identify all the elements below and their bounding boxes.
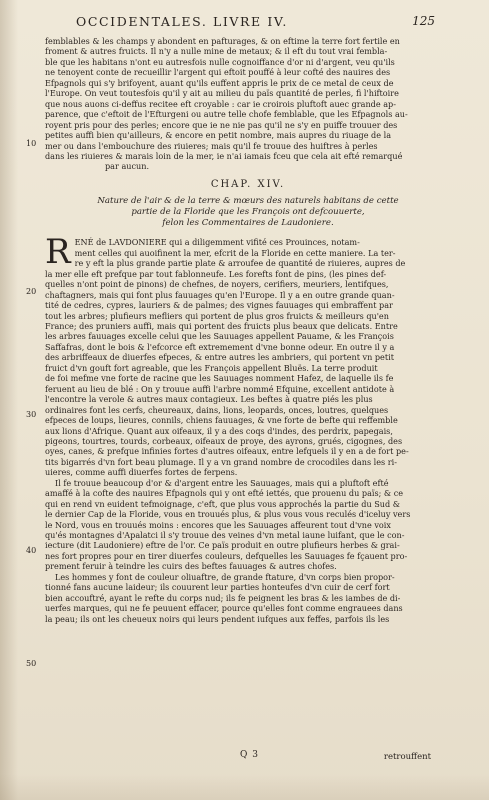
text-line: ordinaires font les cerfs, cheureaux, dains, lions, leopards, onces, loutres, quelques: [45, 404, 389, 415]
text-line: ENÉ de LAVDONIERE qui a diligemment vifité ces Prouinces, notam-: [74, 237, 360, 248]
chapter-title: [45, 196, 451, 229]
text-line: l'Europe. On veut toutesfois qu'il y ait au milieu du païs quantité de perles, fi l'hiftoire: [45, 88, 399, 99]
text-line: que nous auons ci-deffus recitee eft croyable : car ie croirois pluftoft auec grande ap-: [45, 98, 396, 109]
text-line: petites auffi bien qu'ailleurs, & encore en petit nombre, mais aupres du riuage de la: [45, 130, 392, 141]
margin-line-number: 10: [26, 139, 37, 148]
margin-line-number: 50: [26, 659, 37, 668]
chapter-title-line: felon les Commentaires de Laudoniere.: [162, 218, 334, 229]
text-line: bien accouftré, ayant le refte du corps nud; ils fe peignent les bras & les iambes de di-: [45, 592, 401, 603]
page-header: [76, 14, 435, 30]
text-line: amaffé à la cofte des nauires Efpagnols qui y ont efté iettés, que prouenu du païs; & ce: [45, 488, 404, 499]
page-number: 125: [412, 14, 435, 28]
margin-line-number: 30: [26, 410, 37, 419]
text-line: les arbres fauuages excelle celui que les Sauuages appellent Pauame, & les François: [45, 331, 394, 342]
text-line: ne tenoyent conte de recueillir l'argent qui eftoit pouffé à leur cofté des nauires des: [45, 67, 391, 78]
text-line: feruent au lieu de blé : On y trouue auffi l'arbre nommé Efquine, excellent antidote à: [45, 383, 395, 394]
main-text: [45, 36, 451, 624]
text-line: parence, que c'eftoit de l'Efturgeni ou autre telle chofe femblable, que les Efpagnols au-: [45, 109, 408, 120]
page-bottom-shade: [0, 774, 489, 800]
text-line: efpeces de loups, lieures, connils, chiens fauuages, & vne forte de befte qui reffemble: [45, 415, 398, 426]
text-line: la mer elle eft prefque par tout fablonneufe. Les forefts font de pins, (les pines def-: [45, 268, 387, 279]
text-line: quelles n'ont point de pinons) de chefnes, de noyers, cerifiers, meuriers, lentifques,: [45, 279, 389, 290]
text-line: dans les riuieres & marais loin de la mer, ie n'ai iamais fceu que cela ait efté remarqué: [45, 150, 403, 161]
text-line: des arbriffeaux de diuerfes efpeces, & entre autres les ambriers, qui portent vn petit: [45, 352, 394, 363]
text-line: royent pris pour des perles; encore que ie ne nie pas qu'il ne s'y en puiffe trouuer des: [45, 119, 398, 130]
text-line: l'encontre la verole & autres maux contagieux. Les beftes à quatre piés les plus: [45, 394, 373, 405]
chapter-title-line: partie de la Floride que les François ont defcouuerte,: [131, 207, 365, 218]
text-line: ment celles qui auoifinent la mer, efcrit de la Floride en cette maniere. La ter-: [74, 247, 396, 258]
text-line: le dernier Cap de la Floride, vous en trouués plus, & plus vous vous reculés d'iceluy vers: [45, 509, 411, 520]
signature-mark: Q 3: [240, 750, 259, 760]
drop-cap-initial: R: [45, 232, 71, 273]
chapter-title-line: Nature de l'air & de la terre & mœurs des naturels habitans de cette: [97, 196, 399, 207]
chapter-heading: CHAP. XIV.: [210, 178, 286, 190]
text-line: Il fe trouue beaucoup d'or & d'argent entre les Sauuages, mais qui a pluftoft efté: [55, 477, 389, 488]
text-line: nes fort propres pour en tirer diuerfes couleurs, defquelles les Sauuages fe fçauent pro-: [45, 550, 408, 561]
text-line: le Nord, vous en trouués moins : encores que les Sauuages affeurent tout d'vne voix: [45, 519, 391, 530]
text-line: uieres, comme auffi diuerfes fortes de ferpens.: [45, 467, 238, 478]
text-line: tionné fans aucune laideur; ils couurent leur parties honteufes d'vn cuir de cerf fort: [45, 582, 390, 593]
text-line: chaftagners, mais qui font plus fauuages qu'en l'Europe. Il y a en outre grande quan-: [45, 289, 395, 300]
text-line: qui en rend vn euident tefmoignage, c'eft, que plus vous approchés la partie du Sud &: [45, 498, 400, 509]
margin-line-number: 20: [26, 287, 37, 296]
text-line: tits bigarrés d'vn fort beau plumage. Il y a vn grand nombre de crocodiles dans les ri-: [45, 456, 397, 467]
page-gutter-shadow: [0, 0, 18, 800]
text-line: la peau; ils ont les cheueux noirs qui leurs pendent iufques aux feffes, parfois ils les: [45, 613, 390, 624]
text-line: qu'és montagnes d'Apalatci il s'y trouue des veines d'vn metal iaune luifant, que le con-: [45, 530, 405, 541]
text-line: prement feruir à teindre les cuirs des beftes fauuages & autres chofes.: [45, 561, 337, 572]
text-line: tité de cedres, cypres, lauriers & de palmes; des vignes fauuages qui embraffent par: [45, 300, 393, 311]
text-line: par aucun.: [105, 161, 150, 172]
text-line: fruict d'vn gouft fort agreable, que les François appellent Bluës. La terre produit: [45, 362, 378, 373]
text-line: froment & autres fruicts. Il n'y a nulle mine de metaux; & il eft du tout vrai fembla-: [45, 46, 388, 57]
chapter-body: [45, 232, 451, 624]
text-line: de foi mefme vne forte de racine que les Sauuages nomment Hafez, de laquelle ils fe: [45, 373, 394, 384]
closing-paragraph: [45, 36, 451, 172]
text-line: iecture (dit Laudoniere) eftre de l'or. Ce païs produit en outre plufieurs herbes & grai-: [45, 540, 400, 551]
catchword: retrouffent: [383, 752, 431, 762]
text-line: tout les arbres; plufieurs mefliers qui portent de plus gros fruicts & meilleurs qu'en: [45, 310, 389, 321]
text-line: aux lions d'Afrique. Quant aux oifeaux, il y a des coqs d'indes, des perdrix, papegais,: [45, 425, 393, 436]
text-line: uerfes marques, qui ne fe peuuent effacer, pource qu'elles font comme engrauees dans: [45, 603, 403, 614]
text-line: re y eft la plus grande partie plate & arroufee de quantité de riuieres, aupres de: [74, 258, 406, 269]
text-line: mer ou dans l'embouchure des riuieres; mais qu'il fe trouue des huiftres à perles: [45, 140, 378, 151]
text-line: Efpagnols qui s'y brifoyent, auant qu'ils euffent appris le prix de ce metal de ceux de: [45, 77, 394, 88]
text-line: ble que les habitans n'ont eu autresfois nulle cognoiffance d'or ni d'argent, veu qu'ils: [45, 56, 395, 67]
margin-line-number: 40: [26, 546, 37, 555]
text-line: Les hommes y font de couleur oliuaftre, de grande ftature, d'vn corps bien propor-: [55, 571, 395, 582]
text-line: pigeons, tourtres, tourds, corbeaux, oifeaux de proye, des ayrons, grués, cigognes, des: [45, 435, 403, 446]
text-line: France; des pruniers auffi, mais qui portent des fruicts plus beaux que delicats. Entre: [45, 320, 398, 331]
text-line: femblables & les champs y abondent en pafturages, & on eftime la terre fort fertile en: [45, 36, 400, 46]
text-line: Saffafras, dont le bois & l'efcorce eft extremement d'vne bonne odeur. En outre il y a: [45, 341, 395, 352]
running-title: OCCIDENTALES. LIVRE IV.: [76, 14, 288, 29]
text-line: oyes, canes, & prefque infinies fortes d'autres oifeaux, entre lefquels il y en a de fort pe-: [45, 446, 409, 457]
